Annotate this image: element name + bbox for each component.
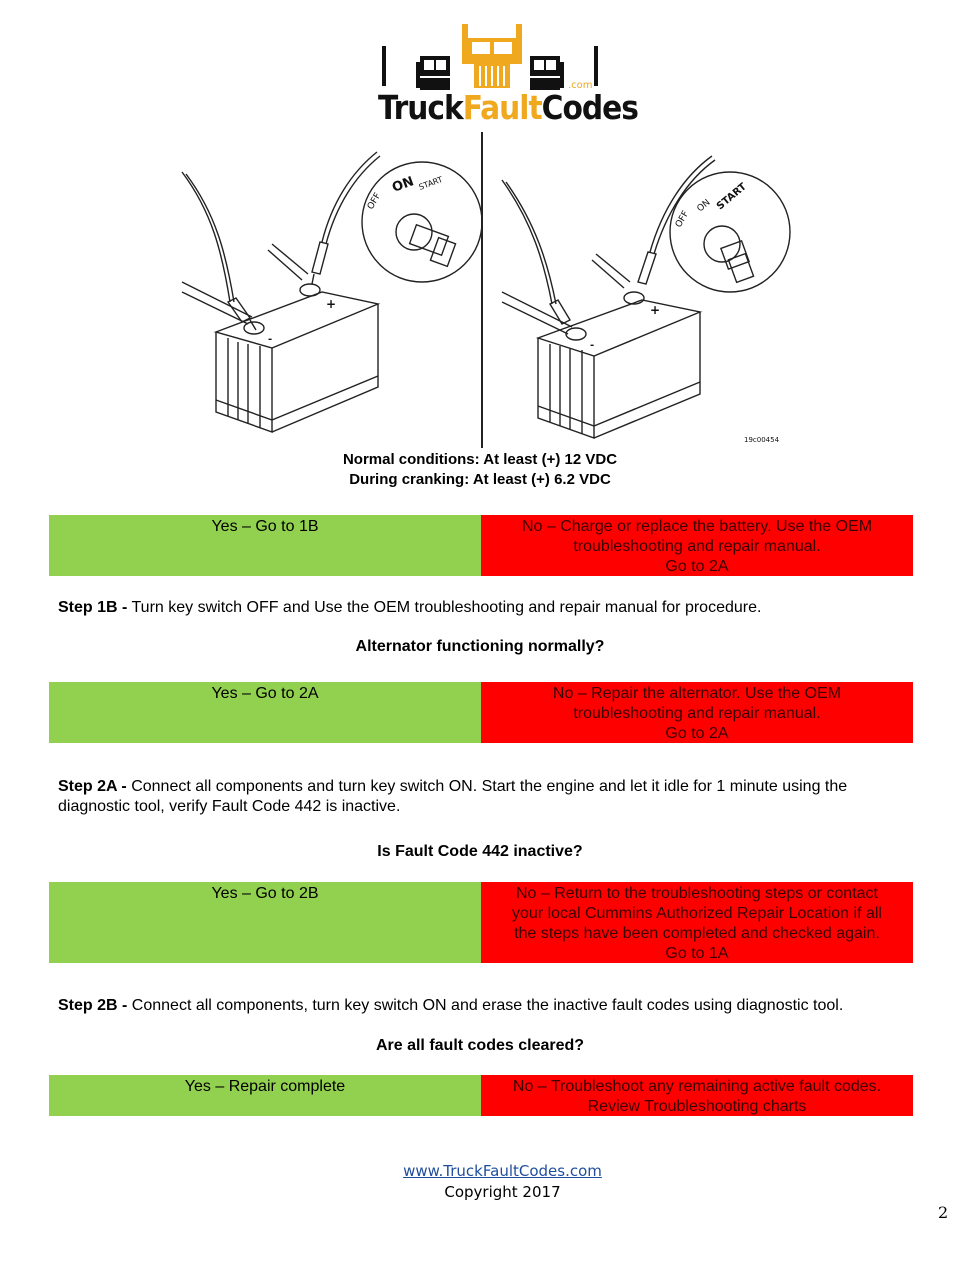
yes-cell: Yes – Go to 1B	[49, 515, 481, 576]
question-fault-code: Is Fault Code 442 inactive?	[377, 843, 583, 860]
yes-cell: Yes – Go to 2B	[49, 882, 481, 963]
step-2a: Step 2A - Connect all components and turn key switch ON. Start the engine and let it idle for 1 minute using the diagnostic tool, verify Fault Code 442 is inactive.	[58, 778, 848, 815]
page-number: 2	[938, 1203, 949, 1222]
key-label-off-right: OFF	[673, 209, 692, 230]
terminal-pos-left: +	[326, 297, 337, 311]
decision-table-4	[49, 1075, 913, 1116]
yes-cell: Yes – Repair complete	[49, 1075, 481, 1116]
battery-diagram	[172, 132, 812, 452]
key-label-start-left: START	[417, 174, 444, 192]
key-label-on-left: ON	[390, 174, 416, 196]
step-1b: Step 1B - Turn key switch OFF and Use the OEM troubleshooting and repair manual for procedure.	[58, 599, 762, 616]
battery-test-illustration	[172, 132, 812, 452]
figure-ref: 19c00454	[744, 436, 780, 444]
terminal-pos-right: +	[650, 303, 661, 317]
decision-table-3	[49, 882, 913, 963]
decision-table-1	[49, 515, 913, 576]
no-cell: No – Troubleshoot any remaining active fault codes. Review Troubleshooting charts	[481, 1075, 913, 1116]
normal-conditions: Normal conditions: At least (+) 12 VDC	[342, 451, 618, 468]
question-codes-cleared: Are all fault codes cleared?	[375, 1037, 585, 1054]
yes-cell: Yes – Go to 2A	[49, 682, 481, 743]
step-2b: Step 2B - Connect all components, turn key switch ON and erase the inactive fault codes using diagnostic tool.	[58, 997, 844, 1014]
footer-copyright: Copyright 2017	[444, 1183, 561, 1201]
no-cell: No – Return to the troubleshooting steps or contact your local Cummins Authorized Repair Location if all the steps have been completed and checked again. Go to 1A	[481, 882, 913, 963]
decision-table-2	[49, 682, 913, 743]
logo-dotcom: .com	[568, 80, 593, 91]
key-label-start-right: START	[714, 181, 749, 213]
logo	[370, 18, 638, 130]
no-cell: No – Charge or replace the battery. Use the OEM troubleshooting and repair manual. Go to 2A	[481, 515, 913, 576]
key-label-off-left: OFF	[365, 191, 384, 212]
cranking-conditions: During cranking: At least (+) 6.2 VDC	[349, 471, 611, 488]
terminal-neg-left: -	[268, 334, 273, 345]
key-label-on-right: ON	[695, 197, 713, 215]
question-alternator: Alternator functioning normally?	[355, 638, 605, 655]
terminal-neg-right: -	[590, 340, 595, 351]
footer-website-link[interactable]: www.TruckFaultCodes.com	[403, 1162, 602, 1180]
no-cell: No – Repair the alternator. Use the OEM troubleshooting and repair manual. Go to 2A	[481, 682, 913, 743]
logo-text: TruckFaultCodes	[378, 88, 638, 127]
